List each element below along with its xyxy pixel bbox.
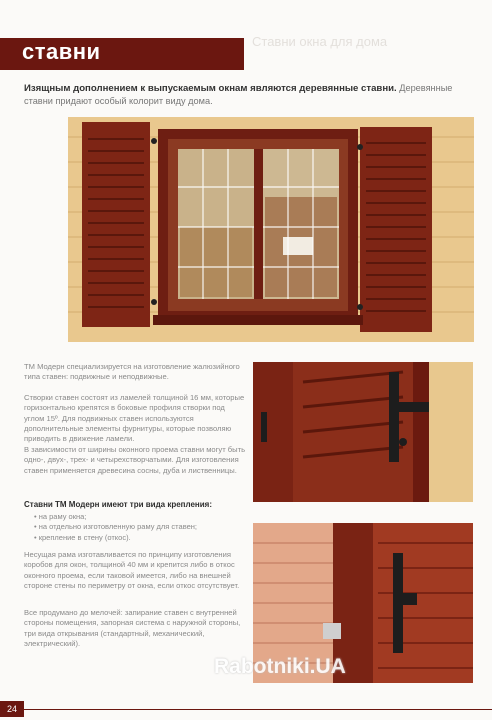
mount-types-list (34, 512, 244, 543)
body-paragraph-5: Все продумано до мелочей: запирание ставен с внутренней стороны помещения, запорная система с наружной стороны, три вида открывания (стандартный, механический, электрический). (24, 608, 241, 648)
list-item: • крепление в стену (откос). (34, 533, 244, 543)
header-ghost-text: Ставни окна для дома (252, 34, 388, 49)
shutter-hinge-detail-photo (253, 362, 473, 502)
body-paragraph-1: ТМ Модерн специализируется на изготовление жалюзийного типа ставен: подвижные и неподвижные. (24, 362, 240, 382)
intro-bold: Изящным дополнением к выпускаемым окнам являются деревянные ставни. (24, 83, 397, 94)
footer-rule (24, 709, 492, 710)
mount-types-title: Ставни ТМ Модерн имеют три вида крепления: (24, 500, 212, 509)
watermark: Rabotniki.UA (214, 655, 346, 678)
body-paragraph-2: Створки ставен состоят из ламелей толщиной 16 мм, которые горизонтально крепятся в боковые профиля створки под углом 15º. Для подвижных ставен используются дополнительные элементы фурнитуры, которые позволяю приводить в движение ламели. (24, 393, 245, 444)
intro-rest: Деревянные ставни придают особый колорит виду дома. (24, 83, 453, 106)
page-title: ставни (22, 39, 101, 64)
body-paragraph-3: В зависимости от ширины оконного проема ставни могут быть одно-, двух-, трех- и четырехстворчатыми. Для изготовления ставен применяется древесина сосны, дуба и лиственницы. (24, 445, 246, 475)
body-paragraph-4: Несущая рама изготавливается по принципу изготовления коробов для окон, толщиной 40 мм и крепится либо в откос оконного проема, если таковой имеется, либо на внешней стороне стены по периметру от окна, если откос отсутствует. (24, 550, 240, 590)
list-item: • на отдельно изготовленную раму для ставен; (34, 522, 244, 532)
page-number: 24 (0, 701, 24, 717)
list-item: • на раму окна; (34, 512, 244, 522)
intro-paragraph (24, 82, 476, 108)
window-with-shutters-photo (68, 117, 474, 342)
